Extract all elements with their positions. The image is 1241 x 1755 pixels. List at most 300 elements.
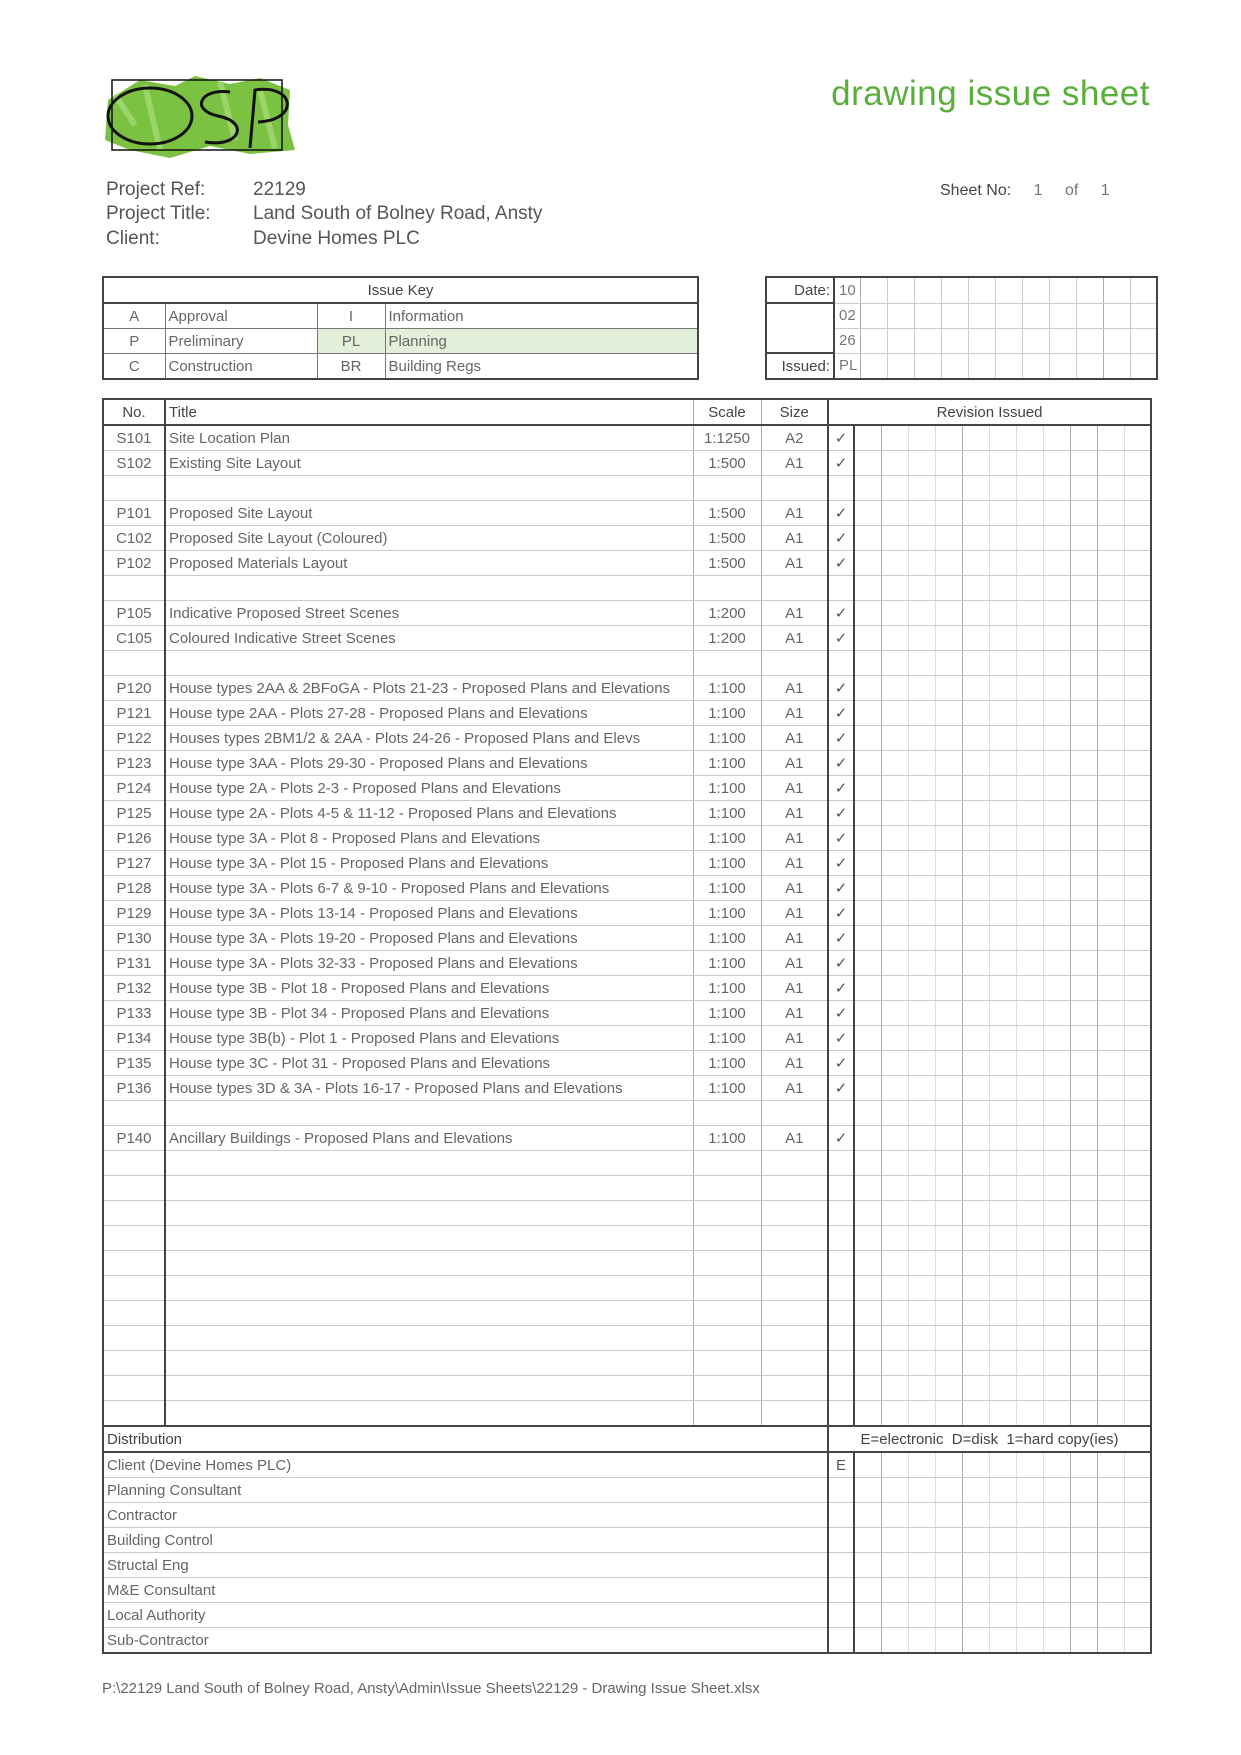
drawing-number: P121 xyxy=(103,701,165,726)
revision-cell xyxy=(989,1301,1016,1326)
revision-cell xyxy=(854,751,881,776)
drawing-title: House type 3C - Plot 31 - Proposed Plans and Elevations xyxy=(165,1051,693,1076)
drawing-scale: 1:100 xyxy=(693,776,761,801)
drawing-number: P128 xyxy=(103,876,165,901)
date-cell xyxy=(941,277,968,303)
revision-cell xyxy=(935,1076,962,1101)
revision-cell xyxy=(854,901,881,926)
revision-cell xyxy=(1016,651,1043,676)
date-row xyxy=(766,277,1157,303)
drawing-title: Existing Site Layout xyxy=(165,451,693,476)
revision-cell xyxy=(1016,1301,1043,1326)
revision-cell xyxy=(962,776,989,801)
revision-cell xyxy=(935,1503,962,1528)
revision-cell xyxy=(1070,425,1097,451)
revision-cell xyxy=(1043,701,1070,726)
drawing-title xyxy=(165,1301,693,1326)
drawing-title: Site Location Plan xyxy=(165,425,693,451)
date-cell xyxy=(860,303,887,328)
drawing-size: A1 xyxy=(761,1026,828,1051)
revision-cell xyxy=(1070,1101,1097,1126)
date-cell xyxy=(860,353,887,379)
revision-cell xyxy=(989,601,1016,626)
date-cell xyxy=(914,303,941,328)
revision-cell xyxy=(1043,1176,1070,1201)
date-value: 10 xyxy=(834,277,860,303)
table-row xyxy=(103,1151,1151,1176)
revision-cell xyxy=(854,476,881,501)
revision-cell xyxy=(1070,1151,1097,1176)
revision-cell xyxy=(962,1528,989,1553)
revision-cell xyxy=(881,1126,908,1151)
revision-cell xyxy=(854,576,881,601)
col-revision-header: Revision Issued xyxy=(828,399,1151,425)
revision-cell xyxy=(1097,451,1124,476)
drawing-title xyxy=(165,1251,693,1276)
table-row xyxy=(103,826,1151,851)
date-cell xyxy=(914,328,941,353)
table-row xyxy=(103,1326,1151,1351)
revision-cell xyxy=(989,826,1016,851)
revision-cell xyxy=(908,1026,935,1051)
drawing-scale: 1:100 xyxy=(693,1126,761,1151)
revision-cell xyxy=(935,1126,962,1151)
revision-cell xyxy=(854,1528,881,1553)
drawing-size: A1 xyxy=(761,876,828,901)
drawing-size: A1 xyxy=(761,601,828,626)
drawing-number: P131 xyxy=(103,951,165,976)
revision-cell xyxy=(1043,1026,1070,1051)
revision-cell xyxy=(854,1251,881,1276)
revision-tick: ✓ xyxy=(828,601,854,626)
drawing-size xyxy=(761,1401,828,1427)
revision-cell xyxy=(1097,1226,1124,1251)
revision-cell xyxy=(881,701,908,726)
revision-cell xyxy=(1124,1578,1151,1603)
revision-cell xyxy=(1097,1001,1124,1026)
revision-cell xyxy=(1043,425,1070,451)
revision-cell xyxy=(854,801,881,826)
drawing-scale: 1:100 xyxy=(693,751,761,776)
revision-tick xyxy=(828,1326,854,1351)
revision-cell xyxy=(1124,1026,1151,1051)
revision-cell xyxy=(935,1301,962,1326)
drawing-size: A1 xyxy=(761,626,828,651)
revision-tick xyxy=(828,1276,854,1301)
revision-cell xyxy=(1124,1201,1151,1226)
date-cell xyxy=(887,328,914,353)
revision-cell xyxy=(1016,601,1043,626)
revision-tick: ✓ xyxy=(828,526,854,551)
drawing-title: House type 3A - Plot 8 - Proposed Plans and Elevations xyxy=(165,826,693,851)
revision-cell xyxy=(1043,851,1070,876)
revision-cell xyxy=(935,1051,962,1076)
revision-cell xyxy=(1016,726,1043,751)
revision-cell xyxy=(1097,1401,1124,1427)
revision-cell xyxy=(881,676,908,701)
revision-cell xyxy=(1070,1051,1097,1076)
revision-cell xyxy=(1070,876,1097,901)
drawing-title xyxy=(165,1101,693,1126)
drawing-scale: 1:100 xyxy=(693,1026,761,1051)
revision-cell xyxy=(1070,701,1097,726)
date-value: 02 xyxy=(834,303,860,328)
revision-cell xyxy=(881,1376,908,1401)
drawing-scale: 1:100 xyxy=(693,676,761,701)
revision-cell xyxy=(1070,751,1097,776)
drawing-scale xyxy=(693,1226,761,1251)
revision-cell xyxy=(1070,576,1097,601)
revision-cell xyxy=(1070,501,1097,526)
revision-cell xyxy=(1016,1553,1043,1578)
revision-tick xyxy=(828,1176,854,1201)
revision-cell xyxy=(908,1578,935,1603)
drawing-size xyxy=(761,1101,828,1126)
revision-cell xyxy=(908,751,935,776)
revision-cell xyxy=(881,801,908,826)
revision-tick xyxy=(828,576,854,601)
revision-cell xyxy=(908,1553,935,1578)
revision-cell xyxy=(1070,801,1097,826)
revision-cell xyxy=(1043,976,1070,1001)
revision-cell xyxy=(1124,1401,1151,1427)
revision-cell xyxy=(1043,676,1070,701)
drawing-title: House type 3B - Plot 34 - Proposed Plans and Elevations xyxy=(165,1001,693,1026)
revision-cell xyxy=(1043,476,1070,501)
revision-cell xyxy=(854,451,881,476)
revision-cell xyxy=(908,1301,935,1326)
revision-cell xyxy=(1043,1478,1070,1503)
revision-cell xyxy=(1016,1251,1043,1276)
revision-cell xyxy=(935,1553,962,1578)
table-row xyxy=(103,726,1151,751)
revision-cell xyxy=(881,576,908,601)
sheet-no-value: 1 xyxy=(1033,182,1043,199)
drawing-scale xyxy=(693,1101,761,1126)
revision-cell xyxy=(989,425,1016,451)
revision-cell xyxy=(881,601,908,626)
revision-cell xyxy=(881,1503,908,1528)
revision-cell xyxy=(962,1301,989,1326)
revision-cell xyxy=(1097,476,1124,501)
drawing-size: A1 xyxy=(761,1051,828,1076)
revision-cell xyxy=(1124,1528,1151,1553)
drawing-scale: 1:100 xyxy=(693,926,761,951)
table-row xyxy=(103,1201,1151,1226)
revision-cell xyxy=(1016,576,1043,601)
revision-cell xyxy=(881,1101,908,1126)
drawing-size xyxy=(761,1251,828,1276)
revision-cell xyxy=(1097,751,1124,776)
date-cell xyxy=(1130,303,1157,328)
distribution-recipient: Planning Consultant xyxy=(103,1478,828,1503)
date-cell xyxy=(1130,328,1157,353)
revision-cell xyxy=(962,501,989,526)
revision-cell xyxy=(854,1301,881,1326)
sheet-total-value: 1 xyxy=(1100,182,1110,199)
revision-cell xyxy=(962,1176,989,1201)
revision-cell xyxy=(881,926,908,951)
revision-tick: ✓ xyxy=(828,451,854,476)
table-header-row xyxy=(103,399,1151,425)
revision-tick: ✓ xyxy=(828,951,854,976)
revision-cell xyxy=(1097,776,1124,801)
revision-cell xyxy=(1124,1251,1151,1276)
revision-cell xyxy=(935,1326,962,1351)
project-title-value: Land South of Bolney Road, Ansty xyxy=(253,203,543,224)
revision-cell xyxy=(1097,1452,1124,1478)
revision-cell xyxy=(908,876,935,901)
drawing-number xyxy=(103,1201,165,1226)
revision-cell xyxy=(908,1226,935,1251)
drawing-scale: 1:200 xyxy=(693,601,761,626)
revision-cell xyxy=(908,601,935,626)
revision-cell xyxy=(854,1276,881,1301)
revision-cell xyxy=(962,801,989,826)
date-cell xyxy=(1076,277,1103,303)
revision-cell xyxy=(935,1176,962,1201)
revision-cell xyxy=(962,1503,989,1528)
revision-cell xyxy=(935,751,962,776)
distribution-recipient: Building Control xyxy=(103,1528,828,1553)
revision-cell xyxy=(962,901,989,926)
revision-cell xyxy=(1070,1226,1097,1251)
revision-cell xyxy=(1097,851,1124,876)
revision-cell xyxy=(1097,1276,1124,1301)
drawing-number xyxy=(103,1276,165,1301)
revision-cell xyxy=(1016,851,1043,876)
revision-cell xyxy=(1043,1553,1070,1578)
drawing-number: P124 xyxy=(103,776,165,801)
date-cell xyxy=(1130,277,1157,303)
revision-tick xyxy=(828,476,854,501)
revision-cell xyxy=(1097,926,1124,951)
revision-cell xyxy=(1124,1326,1151,1351)
date-cell xyxy=(1022,303,1049,328)
drawing-scale xyxy=(693,1251,761,1276)
revision-cell xyxy=(962,926,989,951)
revision-cell xyxy=(935,826,962,851)
revision-cell xyxy=(1016,1051,1043,1076)
revision-tick: ✓ xyxy=(828,1001,854,1026)
table-row xyxy=(103,626,1151,651)
revision-cell xyxy=(1043,526,1070,551)
revision-cell xyxy=(1124,801,1151,826)
revision-cell xyxy=(989,1478,1016,1503)
date-blank xyxy=(766,328,834,353)
revision-cell xyxy=(1070,1603,1097,1628)
revision-cell xyxy=(1043,901,1070,926)
revision-cell xyxy=(962,1201,989,1226)
drawing-title: Coloured Indicative Street Scenes xyxy=(165,626,693,651)
drawing-title: House type 2A - Plots 2-3 - Proposed Plans and Elevations xyxy=(165,776,693,801)
drawing-scale xyxy=(693,651,761,676)
revision-cell xyxy=(854,601,881,626)
revision-cell xyxy=(1016,976,1043,1001)
revision-cell xyxy=(854,726,881,751)
revision-cell xyxy=(881,1452,908,1478)
drawing-title xyxy=(165,1226,693,1251)
revision-cell xyxy=(908,776,935,801)
drawing-scale xyxy=(693,1276,761,1301)
revision-cell xyxy=(908,1528,935,1553)
revision-cell xyxy=(1124,1001,1151,1026)
date-value: PL xyxy=(834,353,860,379)
revision-cell xyxy=(1070,826,1097,851)
revision-cell xyxy=(1043,1251,1070,1276)
revision-cell xyxy=(989,1051,1016,1076)
drawing-title xyxy=(165,1276,693,1301)
revision-cell xyxy=(989,1001,1016,1026)
revision-cell xyxy=(989,676,1016,701)
drawing-number xyxy=(103,1101,165,1126)
drawing-title: House types 3D & 3A - Plots 16-17 - Proposed Plans and Elevations xyxy=(165,1076,693,1101)
revision-cell xyxy=(1043,1401,1070,1427)
revision-cell xyxy=(1070,651,1097,676)
revision-cell xyxy=(1043,1376,1070,1401)
revision-cell xyxy=(1070,1503,1097,1528)
drawing-scale xyxy=(693,576,761,601)
drawing-scale: 1:100 xyxy=(693,801,761,826)
revision-cell xyxy=(1016,1076,1043,1101)
revision-cell xyxy=(1043,1603,1070,1628)
revision-cell xyxy=(935,1351,962,1376)
date-cell xyxy=(1076,328,1103,353)
col-no-header: No. xyxy=(103,399,165,425)
revision-cell xyxy=(989,776,1016,801)
revision-tick: ✓ xyxy=(828,626,854,651)
revision-cell xyxy=(1016,701,1043,726)
revision-cell xyxy=(1124,601,1151,626)
revision-cell xyxy=(881,751,908,776)
drawing-number: P123 xyxy=(103,751,165,776)
drawing-number: P130 xyxy=(103,926,165,951)
revision-cell xyxy=(935,1101,962,1126)
revision-cell xyxy=(881,1001,908,1026)
revision-cell xyxy=(989,1101,1016,1126)
revision-cell xyxy=(962,451,989,476)
revision-cell xyxy=(935,926,962,951)
drawing-size: A2 xyxy=(761,425,828,451)
revision-cell xyxy=(854,526,881,551)
revision-cell xyxy=(881,1026,908,1051)
distribution-code xyxy=(828,1528,854,1553)
table-row xyxy=(103,1276,1151,1301)
revision-cell xyxy=(1016,1201,1043,1226)
drawing-size xyxy=(761,1351,828,1376)
drawing-scale: 1:100 xyxy=(693,851,761,876)
revision-cell xyxy=(1124,1478,1151,1503)
drawing-title: Ancillary Buildings - Proposed Plans and Elevations xyxy=(165,1126,693,1151)
revision-tick: ✓ xyxy=(828,1126,854,1151)
revision-cell xyxy=(1097,826,1124,851)
issue-key-label: Construction xyxy=(165,354,317,380)
table-row xyxy=(103,751,1151,776)
revision-cell xyxy=(1016,425,1043,451)
revision-cell xyxy=(908,626,935,651)
revision-tick xyxy=(828,1101,854,1126)
revision-cell xyxy=(908,1276,935,1301)
revision-cell xyxy=(1097,1151,1124,1176)
drawing-number xyxy=(103,476,165,501)
revision-cell xyxy=(962,951,989,976)
table-row xyxy=(103,501,1151,526)
drawing-title: Proposed Site Layout (Coloured) xyxy=(165,526,693,551)
revision-tick xyxy=(828,1201,854,1226)
revision-cell xyxy=(1043,1101,1070,1126)
revision-cell xyxy=(989,701,1016,726)
drawing-number xyxy=(103,1351,165,1376)
revision-cell xyxy=(962,1578,989,1603)
revision-cell xyxy=(908,826,935,851)
table-row xyxy=(103,676,1151,701)
drawing-register-table xyxy=(102,398,1152,1654)
revision-cell xyxy=(1124,1151,1151,1176)
date-cell xyxy=(995,353,1022,379)
drawing-size: A1 xyxy=(761,976,828,1001)
drawing-title: House type 3AA - Plots 29-30 - Proposed Plans and Elevations xyxy=(165,751,693,776)
distribution-code xyxy=(828,1628,854,1654)
revision-tick xyxy=(828,1401,854,1427)
revision-cell xyxy=(1016,926,1043,951)
revision-cell xyxy=(935,501,962,526)
drawing-title xyxy=(165,1176,693,1201)
drawing-size xyxy=(761,1201,828,1226)
revision-cell xyxy=(962,1376,989,1401)
revision-cell xyxy=(1124,526,1151,551)
revision-cell xyxy=(1124,1226,1151,1251)
drawing-scale: 1:100 xyxy=(693,701,761,726)
revision-cell xyxy=(881,1151,908,1176)
revision-cell xyxy=(1097,1628,1124,1654)
revision-cell xyxy=(962,1553,989,1578)
revision-cell xyxy=(989,1326,1016,1351)
revision-cell xyxy=(962,626,989,651)
revision-cell xyxy=(1124,701,1151,726)
revision-cell xyxy=(1124,1503,1151,1528)
revision-cell xyxy=(1097,576,1124,601)
revision-cell xyxy=(1016,451,1043,476)
table-row xyxy=(103,1376,1151,1401)
revision-cell xyxy=(908,701,935,726)
drawing-scale xyxy=(693,1401,761,1427)
revision-cell xyxy=(1043,751,1070,776)
revision-cell xyxy=(962,651,989,676)
revision-cell xyxy=(854,776,881,801)
revision-cell xyxy=(935,626,962,651)
revision-cell xyxy=(1070,1628,1097,1654)
revision-cell xyxy=(1070,601,1097,626)
date-cell xyxy=(1049,328,1076,353)
revision-cell xyxy=(935,476,962,501)
revision-cell xyxy=(1016,1326,1043,1351)
revision-cell xyxy=(962,601,989,626)
revision-cell xyxy=(1043,1578,1070,1603)
issue-key-code: C xyxy=(103,354,165,380)
drawing-size: A1 xyxy=(761,801,828,826)
revision-cell xyxy=(1043,876,1070,901)
revision-cell xyxy=(1070,1578,1097,1603)
revision-tick: ✓ xyxy=(828,425,854,451)
revision-cell xyxy=(854,1126,881,1151)
revision-cell xyxy=(935,976,962,1001)
project-title-label: Project Title: xyxy=(106,203,211,224)
drawing-title xyxy=(165,476,693,501)
revision-cell xyxy=(1097,1603,1124,1628)
revision-cell xyxy=(854,1578,881,1603)
revision-cell xyxy=(854,1351,881,1376)
revision-cell xyxy=(1124,901,1151,926)
